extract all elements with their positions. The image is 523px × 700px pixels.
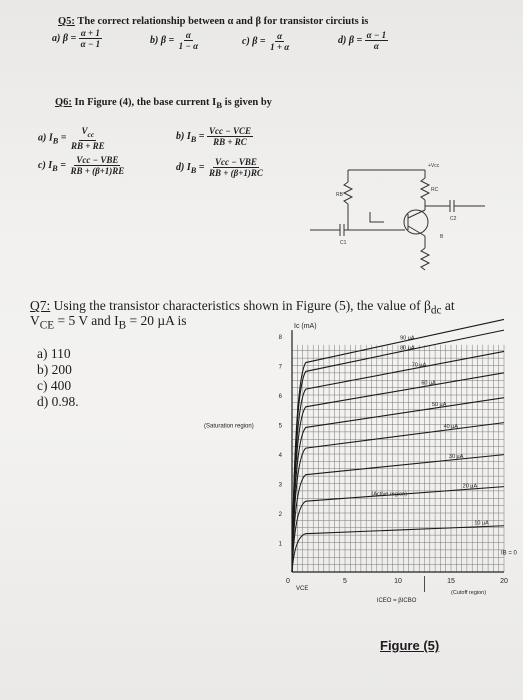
q5-option-b [150,30,200,51]
q6-text: In Figure (4), the base current I [74,97,217,108]
q6-b-fraction [207,126,253,147]
q7-line1: Using the transistor characteristics shown in Figure (5), the value of β [53,298,431,313]
q7-line2-end: = 20 µA is [126,313,187,328]
q6-a-den [69,141,107,151]
ib-curve-label: 40 µA [443,424,459,431]
q6-text-end: is given by [224,97,272,108]
transistor-emitter [408,226,425,236]
q7-line2-sub: CE [39,319,55,332]
q6-c-den: RB + (β+1)RE [70,166,125,176]
q7-answer-b: b) 200 [37,362,72,377]
q6-c-sub: B [52,163,58,173]
q5-d-num: α − 1 [366,30,387,40]
q6-b-num: Vcc − VCE [209,126,251,136]
q6-question [55,97,272,110]
q5-b-num: α [185,30,191,40]
q5-option-a [52,28,102,49]
q7-line2-mid: = 5 V and I [54,313,119,328]
q5-option-d-fraction [365,30,388,51]
q5-b-den: 1 − α [178,41,199,51]
q6-option-c [38,155,126,176]
y-tick-label: 8 [278,335,282,341]
q5-text: The correct relationship between α and β for transistor circiuts is [77,16,369,27]
q6-d-den: RB + (β+1)RC [209,168,263,178]
active-region-label: (Active region) [371,491,407,498]
q7-line2-sub2: B [118,319,127,332]
q5-option-a-fraction [79,28,102,49]
q7-question-line2 [30,313,187,334]
q6-a-den-rest: B + RE [77,140,105,151]
q6-d-num: Vcc − VBE [214,157,257,167]
q6-c-num: Vcc − VBE [76,155,119,165]
q6-a-num-sub: cc [87,129,95,139]
rc-resistor [421,178,429,200]
q6-option-a [38,126,107,151]
q6-c-fraction [68,155,126,176]
q5-option-c-fraction [268,31,291,52]
x-tick-label: 5 [343,578,347,585]
ib-curve-label: 90 µA [400,335,415,342]
q6-b-den: RB + RC [213,137,247,147]
q5-option-d [338,30,388,51]
q6-text-sub: B [216,100,223,111]
x-tick-label: 20 [500,578,508,585]
q5-c-num: α [277,31,283,41]
y-axis-label: Ic (mA) [294,323,317,330]
q6-a-num [79,126,96,141]
y-tick-label: 2 [278,512,282,518]
q5-option-c [242,31,291,52]
q5-a-num: α + 1 [80,28,100,38]
q6-b-eq: = [196,130,205,142]
q6-a-eq: = [58,132,67,144]
q6-a-sub: B [52,136,59,146]
transistor-circuit-diagram [300,160,500,280]
x-tick-label: 15 [447,578,455,585]
q6-a-fraction [69,126,107,151]
q6-option-b [176,126,253,147]
q6-b-key: b) I [176,130,191,142]
q6-d-sub: B [190,165,197,175]
q7-label: Q7: [30,298,51,313]
y-tick-label: 6 [278,394,282,400]
y-tick-label: 7 [278,364,282,371]
y-tick-label: 3 [278,482,282,489]
cutoff-region-label: (Cutoff region) [451,590,487,596]
q7-answer-d: d) 0.98. [37,394,79,409]
ib-curve-label: 30 µA [448,453,464,460]
saturation-region-label: (Saturation region) [204,423,254,430]
c1-label: C1 [340,240,347,246]
q6-a-num-v: V [81,126,88,136]
ib-curve-label: 20 µA [462,483,478,490]
q5-option-b-fraction [177,30,200,51]
q5-option-b-key: b) β = [150,34,175,46]
q7-answer-c: c) 400 [37,378,72,393]
q6-option-d [176,157,265,178]
x-axis-label: VCE [296,586,309,592]
ib-curve-label: 10 µA [474,520,489,527]
q6-c-eq: = [57,159,66,171]
x-tick-label: 0 [286,578,290,585]
vcc-label: +Vcc [428,163,440,169]
ib-zero-label: IB = 0 [501,550,517,557]
q6-d-key: d) I [176,161,191,173]
ib-curve-label: 50 µA [431,402,447,409]
q5-option-a-key: a) β = [52,32,77,44]
x-tick-label: 10 [394,578,402,585]
rb-label: RB [336,192,343,198]
rb-resistor [344,182,352,204]
q7-line2: V [30,313,40,328]
ib-curve-label: 70 µA [411,362,427,369]
q6-label: Q6: [55,97,72,108]
q5-c-den: 1 + α [270,42,290,52]
y-tick-label: 5 [278,423,282,430]
q6-b-sub: B [190,134,197,144]
ib-curve-label: 60 µA [421,380,436,387]
q7-line1-end: at [441,298,455,313]
chart-grid [292,345,504,572]
q6-c-key: c) I [38,159,53,171]
rc-label: RC [431,187,439,193]
q7-answer-a: a) 110 [37,346,71,361]
y-tick-label: 1 [278,541,282,548]
q6-d-fraction [207,157,265,178]
q6-a-key: a) I [38,132,53,144]
q6-a-den-r: R [71,140,78,151]
figure-title: Figure (5) [380,638,440,653]
q6-d-eq: = [196,161,205,173]
q5-label: Q5: [58,16,75,27]
ib-curve-label: 80 µA [400,345,415,352]
transistor-characteristics-chart [200,323,522,620]
q5-option-c-key: c) β = [242,35,266,47]
q5-question [58,16,368,27]
y-tick-label: 4 [278,453,282,459]
q5-d-den: α [373,41,379,51]
q5-a-den: α − 1 [80,39,101,49]
c2-label: C2 [450,216,457,222]
base-bracket [370,212,384,222]
b-label: B [440,234,444,240]
q5-option-d-key: d) β = [338,34,363,46]
q7-line1-sub: dc [430,304,442,317]
iceo-label: ICEO = βICBO [376,598,417,604]
re-resistor [421,248,429,270]
